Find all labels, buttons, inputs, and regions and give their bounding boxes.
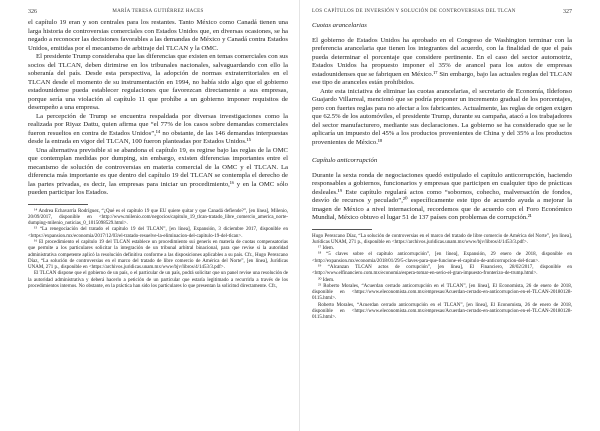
footnote: ¹⁴ Andrea Echavarría Rodríguez, “¿Qué es el capítulo 19 que EU quiere quitar y que Canadá defiende?”, [en línea], Milenio, 20/09/2017, disponible en <http://www.milenio.com/negocios/capitulo_19_tlcan-tratado_libre_comercio_america_norte-dumping-milenio_noticias_0_1015098529.html>.	[28, 208, 288, 227]
running-head-chapter: LOS CAPÍTULOS DE INVERSIÓN Y SOLUCIÓN DE CONTROVERSIAS DEL TLCAN	[312, 9, 516, 14]
section-heading: Cuotas arancelarias	[312, 22, 367, 29]
footnote-divider	[312, 229, 372, 230]
right-page	[300, 0, 600, 431]
footnote: ¹⁵ “La renegociación del tratado el capítulo 19 del TLCAN”, [en línea], Expansión, 3 diciembre 2017, disponible en <https://expansion.mx/economia/2017/12/03/el-tratado-resuelve-la-eliminacion-del-capitulo-19-del-tlcan>.	[28, 227, 288, 239]
page-number: 327	[563, 9, 572, 15]
footnote: ¹⁶ El procedimiento el capítulo 19 del TLCAN establece un procedimiento sui generis en materia de cuotas compensatorias que permite a los particulares solicitar la integración de un tribunal arbitral binacional, para que revise si la autoridad administrativa competente aplicó la resolución definitiva conforme a las disposiciones aplicables a su país. Cfr., Hugo Perezcano Díaz, “La solución de controversias en el marco del tratado de libre comercio de América del Norte”, [en línea], Jurídicas UNAM, 271 p., disponible en <https://archivos.juridicas.unam.mx/www/bjv/libros/4/1453/3.pdf>.	[28, 239, 288, 271]
footnote-divider	[28, 204, 88, 205]
footnote: El TLCAN dispone que el gobierno de un país, o el particular de un país, podrá solicitar que un panel revise una resolución de la autoridad administrativa y deberá hacerlo a petición de un particular que estaría legitimado a recurrirla a través de los procedimientos internos. No obstante, en la práctica han sido los particulares lo que presentan la solicitud directamente. Cfr.,	[28, 271, 288, 290]
paragraph: El presidente Trump consideraba que las diferencias que existen en temas comerciales con sus socios del TLCAN, deben dirimirse en los tribunales nacionales, salvaguardando con ello la soberanía del país. Desde esta perspectiva, la adopción de normas extraterritoriales en el TLCAN desde el momento de su instrumentación en 1994, no había sido algo que el gobierno estadounidense pueda establecer regulaciones que favorezcan directamente a sus empresas, porque sería una violación al capítulo 11 que prohíbe a un gobierno imponer requisitos de desempeño a una empresa.	[28, 53, 289, 111]
paragraph: La percepción de Trump se encuentra respaldada por diversas investigaciones como la realizada por Riyaz Dattu, quien afirma que “el 77% de los casos sobre demandas comerciales fueron resueltos en contra de Estados Unidos”,¹⁴ no obstante, de las 146 demandas interpuestas desde la entrada en vigor del TLCAN, 100 fueron planteadas por Estados Unidos.¹⁵	[28, 112, 288, 145]
running-header	[312, 6, 572, 19]
footnote: ¹⁸ “5 claves sobre el capítulo anticorrupción”, [en línea], Expansión, 29 enero de 2018, disponible en <http://expansion.mx/economia/2018/01/29/5-claves-para-que-funcione-el-capitulo-de-anticorrupcion-del-tlcan>.	[312, 252, 572, 264]
section-heading: Capítulo anticorrupción	[312, 157, 378, 164]
paragraph: El gobierno de Estados Unidos ha aprobado en el Congreso de Washington terminar con la preferencia arancelaria que tienen los integrantes del acuerdo, con la finalidad de que el país pueda determinar el porcentaje que considere pertinente. En el caso del sector automotriz, Estados Unidos ha propuesto imponer el 35% de arancel para los autos de empresas estadounidenses que se fabriquen en México.¹⁷ Sin embargo, bajo las actuales reglas del TLCAN ese tipo de aranceles están prohibidos.	[312, 36, 572, 86]
page-number: 326	[28, 9, 37, 15]
footnote: ²¹ Roberto Morales, “Acuerdan cerrado anticorrupción en el TLCAN”, [en línea], El Economista, 26 de enero de 2018, disponible en <https://www.eleconomista.com.mx/empresas/Acuerdan-cerrado-en-anticorrupcion-en-el-TLCAN-20180128-0115.html>.	[312, 283, 572, 302]
body-text	[312, 22, 572, 223]
paragraph: el capítulo 19 eran y son centrales para los restantes. Tanto México como Canadá tienen una larga historia de controversias comerciales con Estados Unidos que, en diversas ocasiones, se ha negado a reconocer las decisiones favorables a las demandas de México y Canadá contra Estados Unidos, emitidas por el mecanismo de arbitraje del TLCAN y la OMC.	[28, 19, 288, 52]
footnote: Hugo Perezcano Díaz, “La solución de controversias en el marco del tratado de libre comercio de América del Norte”, [en línea], Jurídicas UNAM, 271 p., disponible en <https://archivos.juridicas.unam.mx/www/bjv/libros/4/1453/3.pdf>.	[312, 233, 572, 245]
footnotes	[312, 234, 572, 322]
paragraph: Ante esta iniciativa de eliminar las cuotas arancelarias, el secretario de Economía, Ildefonso Guajardo Villarreal, mencionó que se podría proponer un incremento gradual de los porcentajes, pero con fuertes reglas para no afectar a los fabricantes. Actualmente, las reglas de origen exigen que 62.5% de los automóviles, el presidente Trump, durante su campaña, atacó a los trabajadores del sector manufacturero, mediante sus declaraciones. La gobierno se ha considerado que se le aplicaría un impuesto del 45% a los productos provenientes de China y del 35% a los productos provenientes de México.¹⁸	[312, 87, 572, 146]
running-head-author: MARÍA TERESA GUTIÉRREZ HACES	[112, 9, 204, 14]
running-header	[28, 6, 288, 19]
footnote: ¹⁷ Idem.	[318, 246, 335, 252]
footnote: Roberto Morales, “Acuerdan cerrado anticorrupción en el TLCAN”, [en línea], El Economista, 26 de enero de 2018, disponible en <https://www.eleconomista.com.mx/empresas/Acuerdan-cerrado-en-anticorrupcion-en-el-TLCAN-20180128-0115.html>.	[312, 302, 572, 321]
footnote: ²⁰ Idem.	[318, 277, 335, 283]
body-text	[28, 19, 288, 198]
paragraph: Una alternativa previsible si se abandona el capítulo 19, es regirse bajo las reglas de la OMC que contemplan medidas por dumping, sin embargo, existen diferencias importantes entre el mecanismo de solución de controversias en materia comercial de la OMC y el TLCAN. La diferencia más importante es que dentro del capítulo 19 del TLCAN se contempla el derecho de las partes privadas, es decir, las empresas para iniciar un procedimiento,¹⁶ y en la OMC sólo pueden participar los Estados.	[28, 146, 288, 196]
footnotes	[28, 209, 288, 291]
footnote: ¹⁹ “Alcanzan TLCAN actos de corrupción”, [en línea], El Financiero, 28/02/2017, disponible en <http://www.elfinanciero.com.mx/economia/espera-tomar-en-serio-el-gran-impuesto-fronterizo-de-trump.html>.	[312, 264, 572, 277]
paragraph: Durante la sexta ronda de negociaciones quedó estipulado el capítulo anticorrupción, haciendo responsables a gobiernos, funcionarios y empresas que participen en cualquier tipo de prácticas desleales.¹⁹ Este capítulo regulará actos como “sobornos, cohecho, malversación de fondos, desvío de recursos y peculado”,²⁰ específicamente este tipo de acuerdo ayuda a mejorar la imagen de México a nivel internacional, recordemos que de acuerdo con el Foro Económico Mundial, México obtuvo el lugar 51 de 137 países con problemas de corrupción.²¹	[312, 171, 572, 221]
